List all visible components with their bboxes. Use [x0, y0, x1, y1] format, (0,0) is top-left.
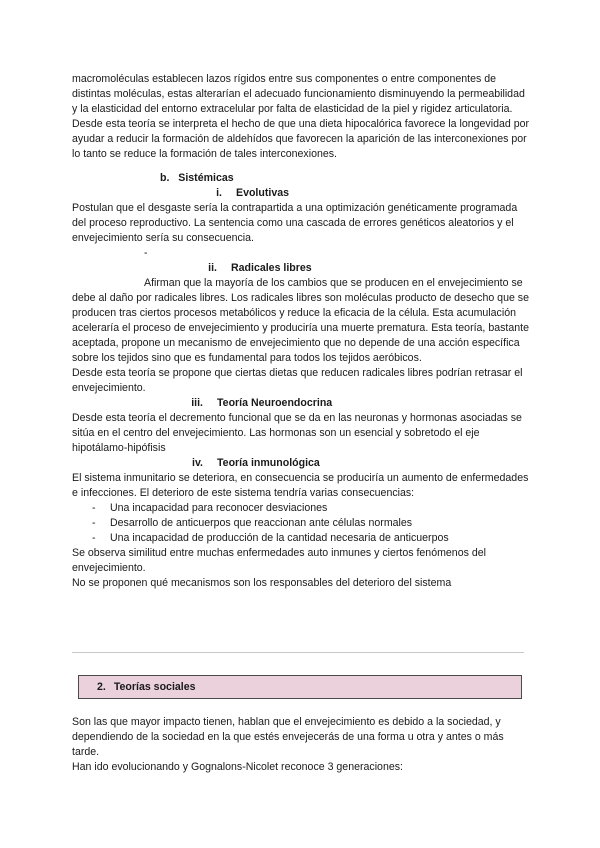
heading-number: i. — [216, 187, 222, 199]
heading-title: Teoría Neuroendocrina — [217, 397, 333, 409]
heading-radicales-libres — [189, 261, 532, 276]
horizontal-divider — [72, 652, 524, 653]
heading-number: ii. — [208, 262, 217, 274]
heading-evolutivas — [194, 186, 532, 201]
list-item: - Una incapacidad de producción de la cantidad necesaria de anticuerpos — [92, 531, 532, 546]
inmunologica-paragraph-3: No se proponen qué mecanismos son los responsables del deterioro del sistema — [72, 577, 452, 589]
heading-number: iv. — [192, 457, 203, 469]
heading-neuroendocrina — [175, 396, 532, 411]
heading-number: iii. — [191, 397, 203, 409]
sociales-paragraph: Son las que mayor impacto tienen, hablan que el envejecimiento es debido a la sociedad, y dependiendo de la sociedad en la que estés envejecerás de una forma u otra y antes o más tarde. — [72, 716, 504, 758]
heading-number: 2. — [97, 681, 106, 693]
intro-paragraph-2: Desde esta teoría se interpreta el hecho de que una dieta hipocalórica favorece la longevidad por ayudar a reducir la formación de aldehídos que favorecen la aparición de las interconexiones por lo tanto se reduce la formación de tales interconexiones. — [72, 118, 530, 160]
heading-title: Teoría inmunológica — [217, 457, 320, 469]
sociales-section — [72, 715, 532, 775]
document-body — [72, 72, 532, 591]
heading-title: Teorías sociales — [113, 681, 196, 693]
heading-inmunologica — [175, 456, 532, 471]
evolutivas-paragraph: Postulan que el desgaste sería la contrapartida a una optimización genéticamente programada del proceso reproductivo. La sentencia como una cascada de errores genéticos aleatorios y el envejecimiento sería su consecuencia. — [72, 202, 518, 244]
section-heading-box — [78, 675, 522, 699]
list-item: - Desarrollo de anticuerpos que reaccionan ante células normales — [92, 516, 532, 531]
consecuencias-list — [72, 501, 532, 546]
inmunologica-paragraph-2: Se observa similitud entre muchas enfermedades auto inmunes y ciertos fenómenos del envejecimiento. — [72, 547, 486, 574]
radicales-paragraph-2: Desde esta teoría se propone que ciertas dietas que reducen radicales libres podrían retrasar el envejecimiento. — [72, 367, 523, 394]
heading-title: Evolutivas — [236, 187, 289, 199]
heading-title: Radicales libres — [231, 262, 312, 274]
neuroendocrina-paragraph: Desde esta teoría el decremento funcional que se da en las neuronas y hormonas asociadas se sitúa en el centro del envejecimiento. Las hormonas son un esencial y sobretodo el eje hipotálamo-hipófisis — [72, 412, 522, 454]
heading-title: Sistémicas — [178, 172, 234, 184]
inmunologica-paragraph: El sistema inmunitario se deteriora, en consecuencia se produciría un aumento de enfermedades e infecciones. El deterioro de este sistema tendría varias consecuencias: — [72, 472, 529, 499]
heading-number: b. — [160, 172, 170, 184]
heading-sistemicas — [160, 171, 532, 186]
sociales-paragraph-2: Han ido evolucionando y Gognalons-Nicolet reconoce 3 generaciones: — [72, 761, 403, 773]
stray-dash: - — [144, 247, 148, 259]
radicales-paragraph: Afirman que la mayoría de los cambios que se producen en el envejecimiento se debe al daño por radicales libres. Los radicales libres son moléculas producto de desecho que se producen tras ciertos procesos metabólicos y reduce la eficacia de la célula. Esta acumulación aceleraría el proceso de envejecimiento y produciría una muerte prematura. Esta teoría, bastante aceptada, propone un mecanismo de envejecimiento que no depende de una acción específica sobre los tejidos sino que es fundamental para todos los tejidos aeróbicos. — [72, 277, 529, 364]
list-item: - Una incapacidad para reconocer desviaciones — [92, 501, 532, 516]
intro-paragraph-1: macromoléculas establecen lazos rígidos entre sus componentes o entre componentes de distintas moléculas, estas alterarían el adecuado funcionamiento disminuyendo la permeabilidad y la elasticidad del entorno extracelular por falta de elasticidad de la piel y rigidez articulatoria. — [72, 73, 525, 115]
